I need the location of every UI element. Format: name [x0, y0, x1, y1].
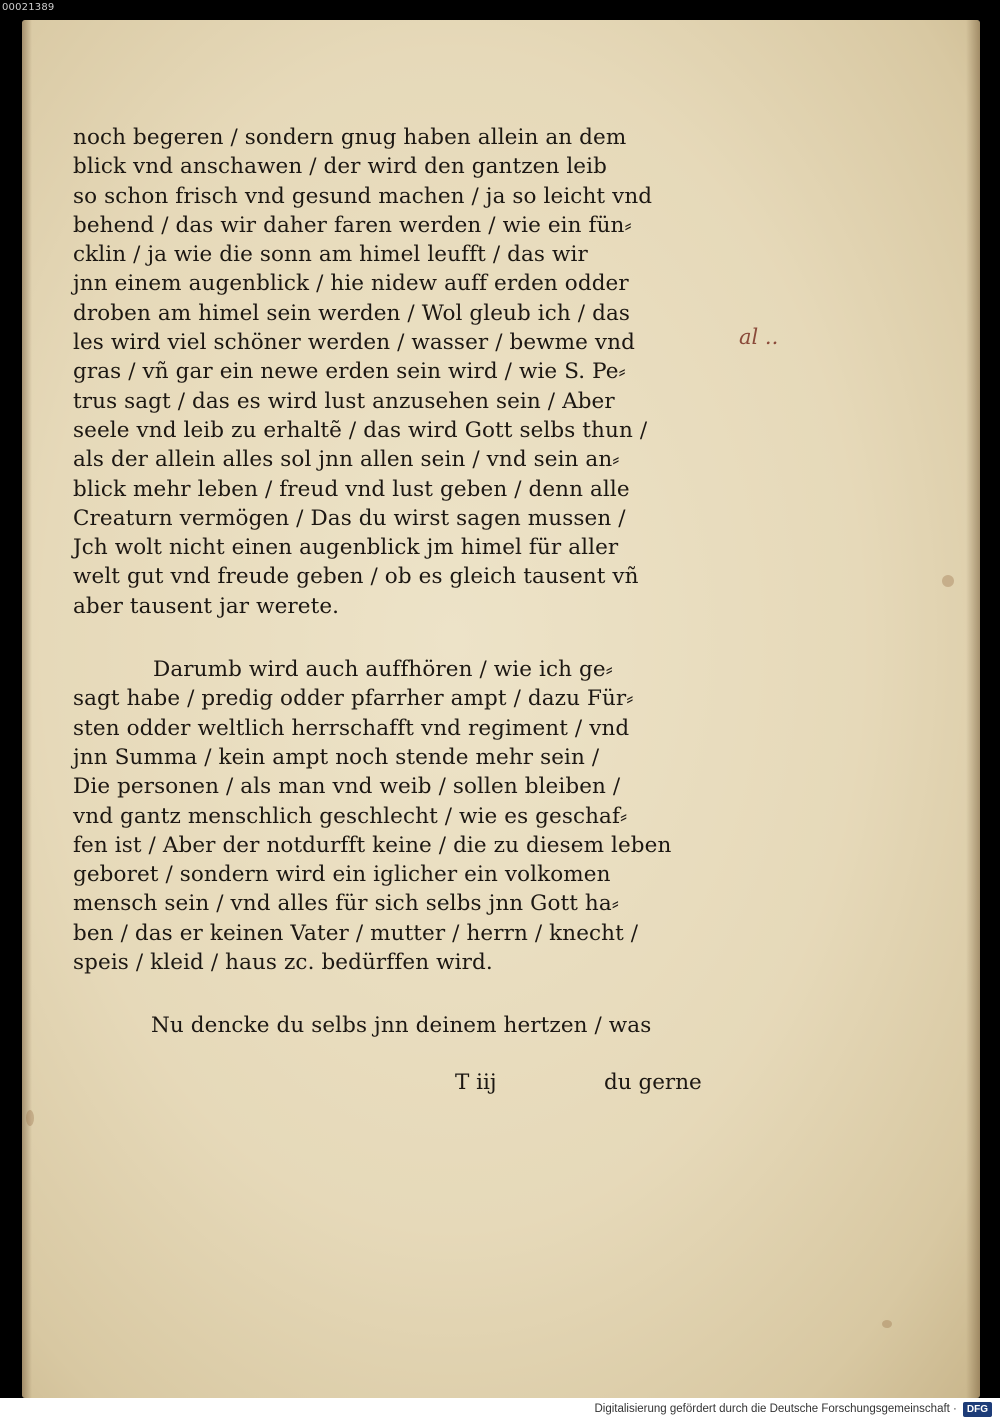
footer-credit: Digitalisierung gefördert durch die Deutsche Forschungsgemeinschaft ·: [594, 1403, 957, 1415]
signature-mark: T iij: [455, 1070, 497, 1095]
catch-line-area: [151, 1070, 721, 1100]
text-line: speis / kleid / haus zc. bedürffen wird.: [73, 950, 493, 976]
body-text: [73, 123, 733, 1041]
paragraph: [73, 123, 733, 621]
text-line: sten odder weltlich herrschafft vnd regiment / vnd: [73, 715, 630, 741]
text-line: Jch wolt nicht einen augenblick jm himel für aller: [73, 535, 619, 561]
text-line: als der allein alles sol jnn allen sein / vnd sein an⸗: [73, 447, 620, 473]
text-line: les wird viel schöner werden / wasser / bewme vnd: [73, 330, 635, 356]
foxing-stain: [26, 1110, 34, 1126]
text-line: sagt habe / predig odder pfarrher ampt / dazu Für⸗: [73, 686, 634, 712]
text-line: ben / das er keinen Vater / mutter / herrn / knecht /: [73, 920, 639, 946]
text-line: droben am himel sein werden / Wol gleub ich / das: [73, 300, 630, 326]
text-line: cklin / ja wie die sonn am himel leufft / das wir: [73, 242, 588, 268]
text-line: so schon frisch vnd gesund machen / ja so leicht vnd: [73, 183, 653, 209]
page-left-shadow: [22, 20, 32, 1398]
foxing-stain: [882, 1320, 892, 1328]
marginal-note: al ..: [739, 325, 779, 349]
text-line: mensch sein / vnd alles für sich selbs jnn Gott ha⸗: [73, 891, 620, 917]
page-right-shadow: [966, 20, 980, 1398]
foxing-stain: [942, 575, 954, 587]
text-line: seele vnd leib zu erhaltẽ / das wird Gott selbs thun /: [73, 417, 648, 443]
scan-id-label: 00021389: [2, 2, 55, 13]
text-line: jnn einem augenblick / hie nidew auff erden odder: [73, 271, 629, 297]
catchword: du gerne: [604, 1070, 702, 1095]
text-line: gras / vñ gar ein newe erden sein wird / wie S. Pe⸗: [73, 359, 626, 385]
text-line: jnn Summa / kein ampt noch stende mehr sein /: [73, 744, 600, 770]
text-line: fen ist / Aber der notdurfft keine / die zu diesem leben: [73, 832, 672, 858]
paragraph: [73, 655, 733, 977]
text-line: Creaturn vermögen / Das du wirst sagen mussen /: [73, 505, 626, 531]
text-line: blick mehr leben / freud vnd lust geben / denn alle: [73, 476, 630, 502]
text-line: aber tausent jar werete.: [73, 593, 340, 619]
text-line: blick vnd anschawen / der wird den gantzen leib: [73, 154, 607, 180]
text-line: Die personen / als man vnd weib / sollen bleiben /: [73, 774, 621, 800]
text-line: behend / das wir daher faren werden / wie ein fün⸗: [73, 212, 632, 238]
text-line: Darumb wird auch auffhören / wie ich ge⸗: [153, 657, 613, 683]
text-line-final: Nu dencke du selbs jnn deinem hertzen / was: [151, 1013, 652, 1039]
text-line: welt gut vnd freude geben / ob es gleich tausent vñ: [73, 564, 639, 590]
footer-bar: [0, 1398, 1000, 1420]
dfg-logo: DFG: [963, 1402, 992, 1417]
text-line: geboret / sondern wird ein iglicher ein volkomen: [73, 862, 611, 888]
book-page: [22, 20, 980, 1398]
text-line: trus sagt / das es wird lust anzusehen sein / Aber: [73, 388, 615, 414]
text-line: vnd gantz menschlich geschlecht / wie es geschaf⸗: [73, 803, 628, 829]
text-line: noch begeren / sondern gnug haben allein an dem: [73, 125, 627, 150]
